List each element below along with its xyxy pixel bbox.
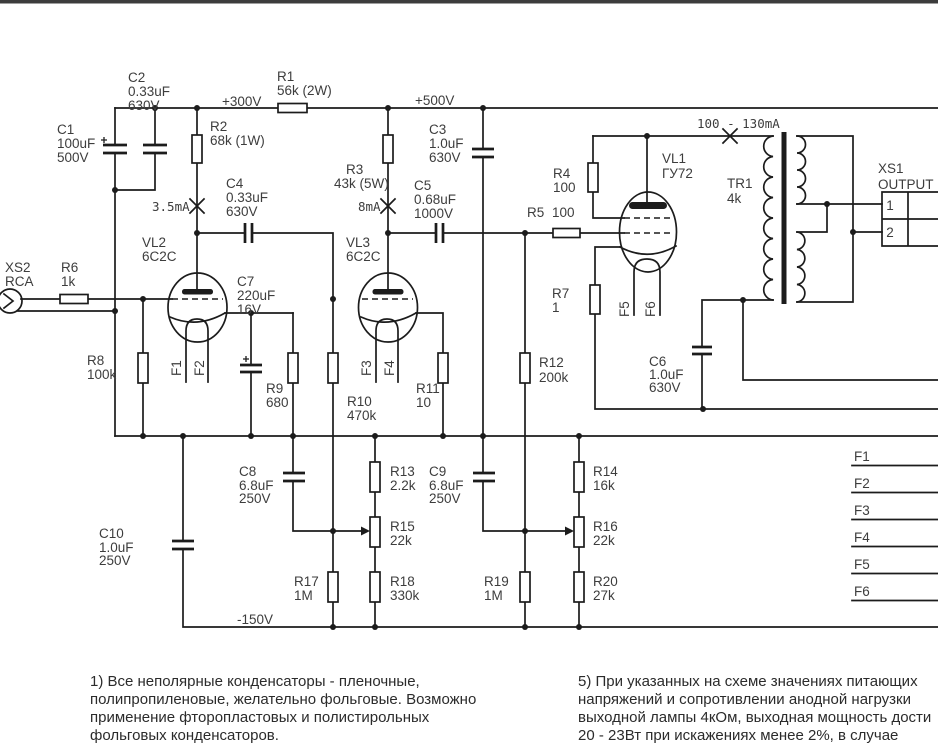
label-r17-1: 1M [294,588,313,603]
label-c1-2: 500V [57,150,89,165]
label-c5-1: 0.68uF [414,192,457,207]
label-note5-1: напряжений и сопротивлении анодной нагрузки [578,691,911,708]
label-filament_pins-f1: F1 [169,360,184,376]
label-tr1-0: TR1 [727,176,753,191]
input-connector-XS2 [0,289,172,436]
label-vl2-0: VL2 [142,235,167,250]
label-c10-0: C10 [99,526,124,541]
label-note1-1: полипропиленовые, желательно фольговые. Возможно [90,691,477,708]
label-terminals-3: F4 [854,530,870,545]
resistor-R18 [370,572,380,602]
label-r9-1: 680 [266,395,289,410]
anode-VL2 [182,289,213,295]
capacitor-C2 [143,145,167,153]
label-r13-0: R13 [390,464,415,479]
label-vl2-1: 6C2C [142,249,177,264]
label-c5-2: 1000V [414,206,454,221]
capacitor-C9 [473,473,495,481]
label-note5-3: 20 - 23Вт при искажениях менее 2%, в случае [578,727,899,744]
label-c3-2: 630V [429,150,461,165]
label-r7-1: 1 [552,300,560,315]
label-c9-0: C9 [429,464,447,479]
resistor-R14 [574,462,584,492]
label-c1-1: 100uF [57,136,96,151]
label-c10-2: 250V [99,553,131,568]
label-xs2-0: XS2 [5,260,31,275]
label-r2-0: R2 [210,119,228,134]
potentiometer-R16 [574,517,584,547]
resistor-R17 [328,572,338,602]
label-c3-1: 1.0uF [429,136,464,151]
resistor-R3 [383,135,393,163]
label-c8-1: 6.8uF [239,478,274,493]
labels-layer [5,69,934,744]
label-filament_pins-f5: F5 [617,301,632,317]
label-note1-2: применение фторопластовых и полистирольных [90,709,430,726]
capacitor-C10 [172,541,194,549]
label-c6-1: 1.0uF [649,367,684,382]
label-c7-2: 16V [237,302,262,317]
label-vl3-1: 6C2C [346,249,381,264]
label-r12-0: R12 [539,355,564,370]
label-r3-0: R3 [346,162,364,177]
label-c7-1: 220uF [237,288,276,303]
label-c9-1: 6.8uF [429,478,464,493]
label-filament_pins-f6: F6 [643,301,658,317]
label-r15-1: 22k [390,533,412,548]
bias-network-right [520,436,584,627]
primary-winding [764,136,773,300]
label-c9-2: 250V [429,491,461,506]
label-note1-0: 1) Все неполярные конденсаторы - пленочные, [90,673,420,690]
label-terminals-4: F5 [854,557,870,572]
capacitor-C8 [283,473,305,481]
label-c8-0: C8 [239,464,257,479]
label-c2-2: 630V [128,98,160,113]
label-c7-0: C7 [237,274,255,289]
wiper-arrow-R16 [565,527,574,536]
label-vl1-1: ГУ72 [662,166,693,181]
resistor-R7 [590,285,600,314]
label-r2-1: 68k (1W) [210,133,265,148]
resistor-R2 [192,135,202,163]
label-xs1-0: XS1 [878,161,904,176]
label-r3-1: 43k (5W) [334,176,389,191]
label-c4-1: 0.33uF [226,190,269,205]
label-r14-1: 16k [593,478,615,493]
capacitor-C7 [240,365,262,372]
secondary-winding-top [797,136,806,204]
label-xs1_pins-1: 2 [886,225,894,240]
label-r5-1: 100 [552,205,575,220]
label-r13-1: 2.2k [390,478,416,493]
label-r6-0: R6 [61,260,79,275]
resistor-R9 [288,353,298,383]
label-r16-0: R16 [593,519,618,534]
resistor-R8 [138,353,148,383]
label-measurements-vl3_current: 8mA [358,199,381,214]
resistor-R13 [370,462,380,492]
label-c5-0: C5 [414,178,432,193]
label-c2-1: 0.33uF [128,84,171,99]
label-r9-0: R9 [266,381,284,396]
label-xs1_pins-0: 1 [886,198,894,213]
label-xs1-1: OUTPUT [878,177,934,192]
label-r20-1: 27k [593,588,615,603]
label-filament_pins-f3: F3 [359,360,374,376]
label-supplies-p300: +300V [222,94,262,109]
label-terminals-1: F2 [854,476,870,491]
label-supplies-n150: -150V [237,612,274,627]
label-r18-0: R18 [390,574,415,589]
resistor-R4 [588,163,598,192]
label-r6-1: 1k [61,274,76,289]
label-r16-1: 22k [593,533,615,548]
label-r10-1: 470k [347,408,377,423]
label-supplies-p500: +500V [415,93,455,108]
label-r11-1: 10 [416,395,432,410]
label-r8-0: R8 [87,353,105,368]
input-filter-C1-C2 [101,108,167,436]
resistor-R6 [60,295,88,304]
label-filament_pins-f2: F2 [192,360,207,376]
plus-sign-C1 [101,137,107,143]
anode-VL1 [629,202,667,209]
capacitor-C6 [692,347,712,354]
label-c2-0: C2 [128,70,146,85]
resistor-R19 [520,572,530,602]
label-r5-0: R5 [527,205,545,220]
potentiometer-R15 [370,517,380,547]
label-terminals-2: F3 [854,503,870,518]
label-vl1-0: VL1 [662,151,687,166]
capacitor-C4 [245,223,252,243]
label-note1-3: фольговых конденсаторов. [90,727,279,744]
label-vl3-0: VL3 [346,235,371,250]
transformer-core [782,132,787,304]
label-r18-1: 330k [390,588,420,603]
stage1-VL2 [168,108,333,436]
label-r11-0: R11 [416,381,440,396]
label-note5-0: 5) При указанных на схеме значениях питающих [578,673,918,690]
label-r19-0: R19 [484,574,509,589]
wiper-arrow-R15 [361,527,370,536]
label-measurements-vl1_current: 100 - 130mA [697,116,780,131]
label-r1-1: 56k (2W) [277,83,332,98]
label-c6-2: 630V [649,380,681,395]
label-note5-2: выходной лампы 4кОм, выходная мощность дости [578,709,932,726]
label-c4-2: 630V [226,204,258,219]
resistor-R5 [553,229,580,238]
resistor-R10 [328,353,338,383]
label-r17-0: R17 [294,574,319,589]
rca-jack-icon [0,289,22,313]
capacitor-C5 [436,223,443,243]
capacitor-C3 [472,149,494,157]
grids-VL1 [624,218,672,233]
label-r14-0: R14 [593,464,618,479]
resistor-R11 [438,353,448,383]
label-c6-0: C6 [649,354,667,369]
resistor-R20 [574,572,584,602]
label-c10-1: 1.0uF [99,540,134,555]
anode-VL3 [373,289,404,295]
label-r4-1: 100 [553,180,576,195]
label-r8-1: 100k [87,367,117,382]
capacitor-C1 [103,145,127,153]
resistor-R1 [278,104,307,113]
label-r12-1: 200k [539,370,569,385]
cathode-VL2 [170,313,225,322]
label-c1-0: C1 [57,122,75,137]
label-xs2-1: RCA [5,274,34,289]
label-r19-1: 1M [484,588,503,603]
label-filament_pins-f4: F4 [382,360,397,376]
label-r4-0: R4 [553,166,571,181]
label-measurements-vl2_current: 3.5mA [152,199,190,214]
label-c8-2: 250V [239,491,271,506]
label-r7-0: R7 [552,286,570,301]
window-top-bar [0,0,938,4]
resistor-R12 [520,353,530,383]
label-r1-0: R1 [277,69,295,84]
cathode-VL1 [620,246,676,254]
label-terminals-5: F6 [854,584,870,599]
secondary-winding-bottom [797,232,805,302]
label-tr1-1: 4k [727,191,742,206]
label-terminals-0: F1 [854,449,870,464]
label-r20-0: R20 [593,574,618,589]
label-c4-0: C4 [226,176,244,191]
output-transformer-TR1 [743,132,938,380]
label-r10-0: R10 [347,394,372,409]
rail-decoupling-C3-C9 [472,108,525,531]
label-r15-0: R15 [390,519,415,534]
cathode-VL3 [361,313,416,322]
rca-chevron-icon [4,294,13,308]
label-c3-0: C3 [429,122,447,137]
plus-sign-C7 [243,356,249,362]
